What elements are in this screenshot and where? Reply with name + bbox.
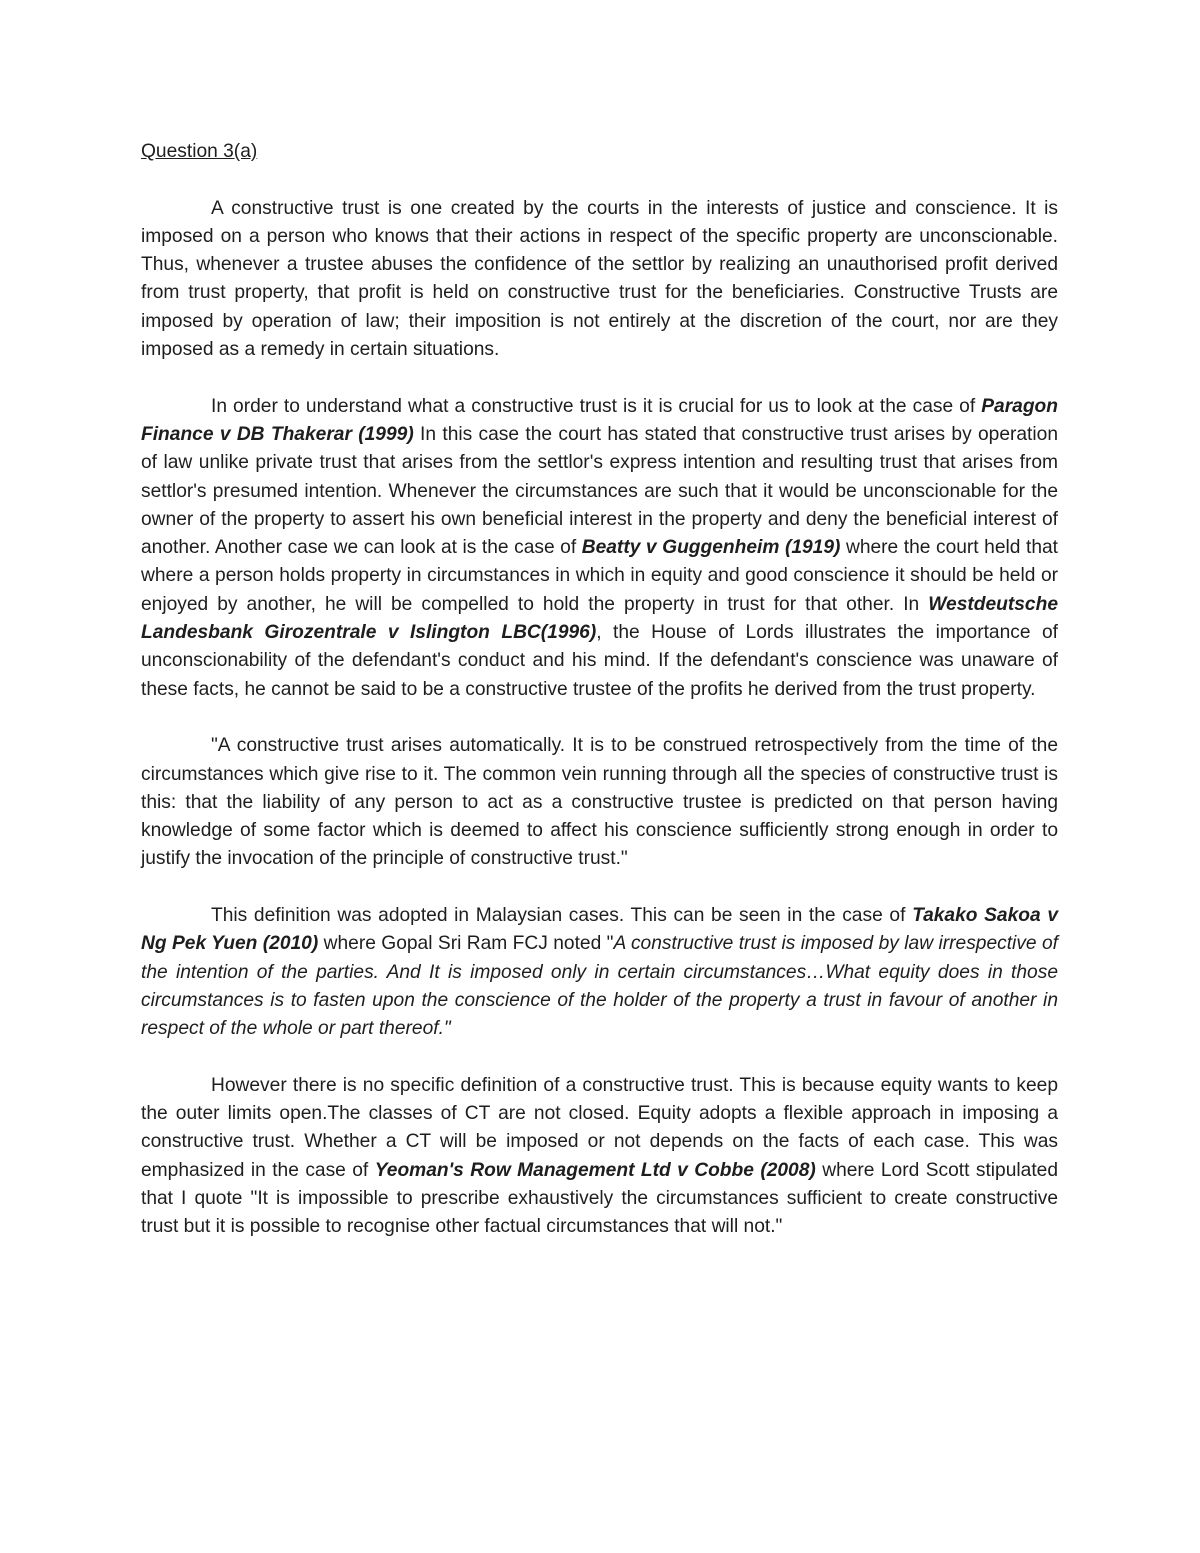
paragraph-definition [141, 195, 1058, 365]
question-heading: Question 3(a) [141, 141, 258, 162]
text-segment: In order to understand what a constructive trust is it is crucial for us to look at the case of [211, 395, 982, 417]
case-citation: Takako Sakoa v Ng Pek Yuen (2010) [141, 905, 1058, 955]
text-segment: where the court held that where a person holds property in circumstances in which in equity and good conscience it should be held or enjoyed by another, he will be compelled to hold the property in trust for that other. In [141, 537, 1059, 615]
paragraph-malaysian-cases [141, 902, 1058, 1043]
paragraph-case-law [141, 393, 1058, 704]
text-segment: where Gopal Sri Ram FCJ noted " [318, 933, 614, 955]
text-segment: This definition was adopted in Malaysian cases. This can be seen in the case of [211, 905, 913, 927]
document-page [141, 138, 1058, 1242]
text-segment: "A constructive trust arises automatically. It is to be construed retrospectively from the time of the circumstances which give rise to it. The common vein running through all the species of constructive trust is this: that the liability of any person to act as a constructive trustee is predicted on that person having knowledge of some factor which is deemed to affect his conscience sufficiently strong enough in order to justify the invocation of the principle of constructive trust." [141, 735, 1058, 870]
judicial-quote: A constructive trust is imposed by law irrespective of the intention of the parties. And It is imposed only in certain circumstances…What equity does in those circumstances is to fasten upon the conscience of the holder of the property a trust in favour of another in respect of the whole or part thereof." [141, 933, 1058, 1040]
text-segment: However there is no specific definition of a constructive trust. This is because equity wants to keep the outer limits open.The classes of CT are not closed. Equity adopts a flexible approach in imposing a constructive trust. Whether a CT will be imposed or not depends on the facts of each case. This was emphasized in the case of [141, 1074, 1058, 1181]
paragraph-quotation [141, 732, 1058, 873]
text-segment: In this case the court has stated that constructive trust arises by operation of law unlike private trust that arises from the settlor's express intention and resulting trust that arises from settlor's presumed intention. Whenever the circumstances are such that it would be unconscionable for the owner of the property to assert his own beneficial interest in the property and deny the beneficial interest of another. Another case we can look at is the case of [141, 423, 1058, 559]
text-segment: , the House of Lords illustrates the importance of unconscionability of the defendant's conduct and his mind. If the defendant's conscience was unaware of these facts, he cannot be said to be a constructive trustee of the profits he derived from the trust property. [141, 622, 1058, 700]
case-citation: Beatty v Guggenheim (1919) [581, 537, 841, 559]
paragraph-no-definition [141, 1072, 1058, 1242]
text-segment: A constructive trust is one created by the courts in the interests of justice and conscience. It is imposed on a person who knows that their actions in respect of the specific property are unconscionable. Thus, whenever a trustee abuses the confidence of the settlor by realizing an unauthorised profit derived from trust property, that profit is held on constructive trust for the beneficiaries. Constructive Trusts are imposed by operation of law; their imposition is not entirely at the discretion of the court, nor are they imposed as a remedy in certain situations. [141, 197, 1058, 361]
case-citation: Yeoman's Row Management Ltd v Cobbe (2008) [374, 1159, 816, 1181]
case-citation: Westdeutsche Landesbank Girozentrale v Islington LBC(1996) [141, 593, 1058, 644]
text-segment: where Lord Scott stipulated that I quote "It is impossible to prescribe exhaustively the circumstances sufficient to create constructive trust but it is possible to recognise other factual circumstances that will not." [141, 1159, 1058, 1238]
case-citation: Paragon Finance v DB Thakerar (1999) [141, 395, 1058, 445]
